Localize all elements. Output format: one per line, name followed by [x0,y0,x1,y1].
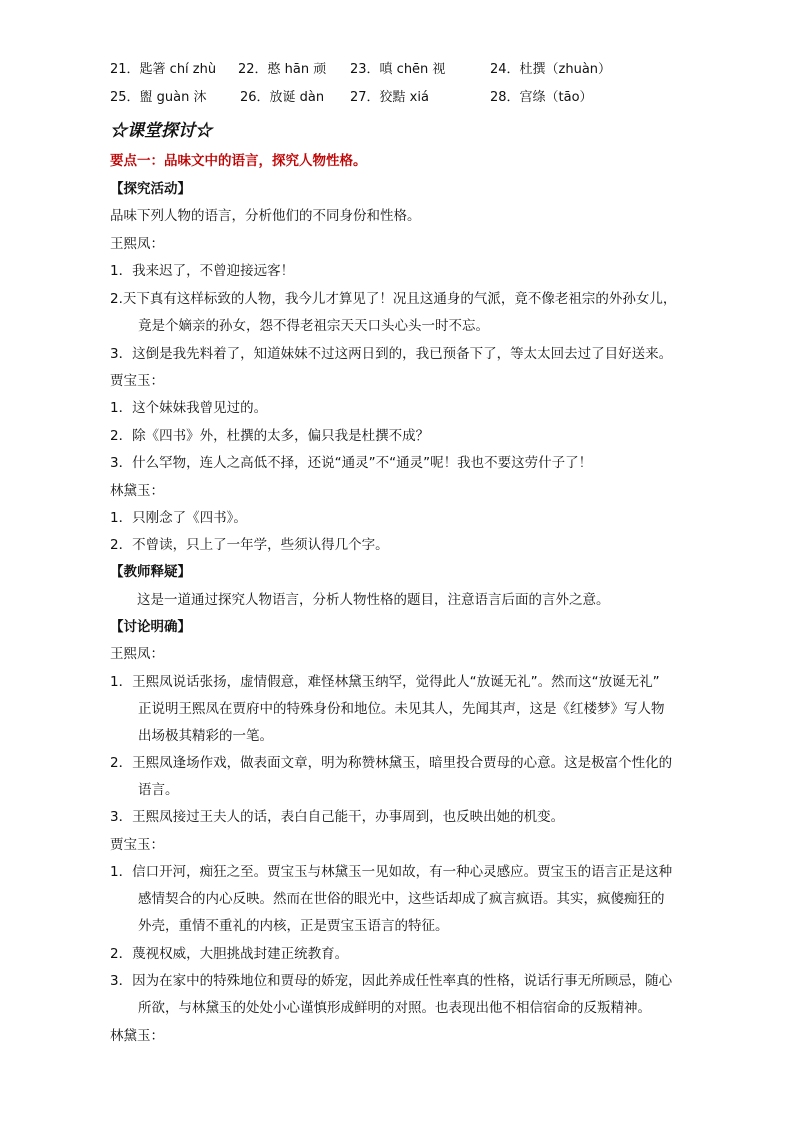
character-label: 王熙凤： [110,236,164,252]
quote-line: 1．我来迟了，不曾迎接远客！ [110,263,295,279]
pinyin-item: 25．盥 guàn 沐 [110,90,207,105]
answer-line: 2．蔑视权威，大胆挑战封建正统教育。 [110,946,349,962]
discussion-heading: 【讨论明确】 [110,619,191,635]
character-label: 贾宝玉： [110,837,164,853]
activity-heading: 【探究活动】 [110,181,191,197]
pinyin-item: 23．嗔 chēn 视 [350,62,446,77]
activity-intro: 品味下列人物的语言，分析他们的不同身份和性格。 [110,208,421,224]
pinyin-item: 27．狡黠 xiá [350,90,429,105]
quote-line: 3．这倒是我先料着了，知道妹妹不过这两日到的，我已预备下了，等太太回去过了目好送来。 [110,346,673,362]
pinyin-item: 26．放诞 dàn [240,90,325,105]
answer-line: 正说明王熙凤在贾府中的特殊身份和地位。未见其人，先闻其声，这是《红楼梦》写人物 [138,701,665,717]
answer-line: 所欲，与林黛玉的处处小心谨慎形成鲜明的对照。也表现出他不相信宿命的反叛精神。 [138,1000,651,1016]
character-label: 林黛玉： [110,1028,164,1044]
character-label: 贾宝玉： [110,373,164,389]
quote-line: 1．这个妹妹我曾见过的。 [110,400,268,416]
pinyin-item: 21．匙箸 chí zhù [110,62,217,77]
teacher-heading: 【教师释疑】 [110,564,191,580]
answer-line: 1．信口开河，痴狂之至。贾宝玉与林黛玉一见如故，有一种心灵感应。贾宝玉的语言正是这种 [110,864,673,880]
answer-line: 2．王熙凤逢场作戏，做表面文章，明为称赞林黛玉，暗里投合贾母的心意。这是极富个性化的 [110,755,673,771]
quote-line: 2．不曾读，只上了一年学，些须认得几个字。 [110,537,389,553]
answer-line: 3．王熙凤接过王夫人的话，表白自己能干，办事周到，也反映出她的机变。 [110,809,565,825]
teacher-text: 这是一道通过探究人物语言，分析人物性格的题目，注意语言后面的言外之意。 [137,592,610,608]
pinyin-item: 28．宫绦（tāo） [490,90,593,105]
quote-line: 2．除《四书》外，杜撰的太多，偏只我是杜撰不成？ [110,428,430,444]
answer-line: 感情契合的内心反映。然而在世俗的眼光中，这些话却成了疯言疯语。其实，疯傻痴狂的 [138,891,665,907]
answer-line: 外壳，重情不重礼的内核，正是贾宝玉语言的特征。 [138,918,449,934]
quote-line: 1．只刚念了《四书》。 [110,510,247,526]
character-label: 林黛玉： [110,483,164,499]
keypoint-heading: 要点一：品味文中的语言，探究人物性格。 [110,153,367,169]
answer-line: 3．因为在家中的特殊地位和贾母的娇宠，因此养成任性率真的性格，说话行事无所顾忌，随心 [110,973,673,989]
quote-line: 竟是个嫡亲的孙女，怨不得老祖宗天天口头心头一时不忘。 [138,318,489,334]
answer-line: 语言。 [138,782,179,798]
pinyin-item: 24．杜撰（zhuàn） [490,62,612,77]
character-label: 王熙凤： [110,646,164,662]
pinyin-item: 22．憨 hān 顽 [238,62,327,77]
answer-line: 出场极其精彩的一笔。 [138,728,273,744]
answer-line: 1．王熙凤说话张扬，虚情假意，难怪林黛玉纳罕，觉得此人“放诞无礼”。然而这“放诞无礼” [110,674,660,690]
quote-line: 3．什么罕物，连人之高低不择，还说“通灵”不“通灵”呢！我也不要这劳什子了！ [110,455,593,471]
section-title: ☆课堂探讨☆ [110,121,212,141]
quote-line: 2.天下真有这样标致的人物，我今儿才算见了！况且这通身的气派，竟不像老祖宗的外孙女儿， [110,291,677,307]
